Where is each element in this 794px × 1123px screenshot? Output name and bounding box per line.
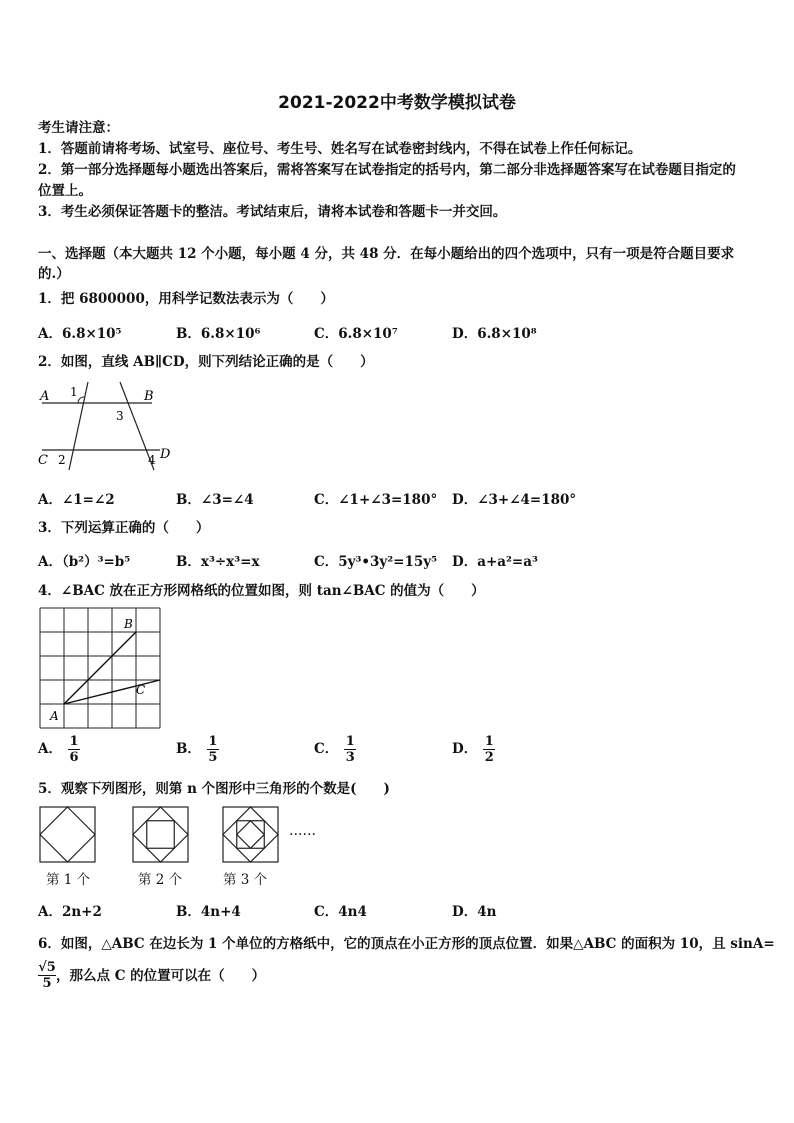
q2-parallel-lines-figure — [36, 378, 176, 474]
q4-option-a[interactable]: A． $\frac{1}{6}$ — [38, 734, 79, 765]
q4-option-d[interactable]: D． $\frac{1}{2}$ — [452, 734, 494, 765]
q1-option-a[interactable]: A．6.8×10⁵ — [38, 326, 122, 342]
q1-option-c[interactable]: C．6.8×10⁷ — [314, 326, 398, 342]
label-d: D — [160, 447, 171, 462]
label-c: C — [38, 453, 48, 468]
notice-item: 3．考生必须保证答题卡的整洁。考试结束后，请将本试卷和答题卡一并交回。 — [38, 204, 507, 220]
q5-figure-2 — [131, 805, 191, 865]
q1-stem: 1．把 6800000，用科学记数法表示为（ ） — [38, 291, 334, 307]
q3-option-c[interactable]: C．5y³•3y²=15y⁵ — [314, 554, 438, 570]
section-heading-cont: 的.） — [38, 266, 70, 282]
q1-option-b[interactable]: B．6.8×10⁶ — [176, 326, 261, 342]
q3-option-d[interactable]: D．a+a²=a³ — [452, 554, 538, 570]
q4-option-c[interactable]: C． $\frac{1}{3}$ — [314, 734, 355, 765]
q2-option-b[interactable]: B．∠3=∠4 — [176, 492, 254, 508]
q3-option-b[interactable]: B．x³÷x³=x — [176, 554, 260, 570]
q3-stem: 3．下列运算正确的（ ） — [38, 520, 210, 536]
q5-figure-3 — [221, 805, 281, 865]
q4-option-b[interactable]: B． $\frac{1}{5}$ — [176, 734, 218, 765]
notice-item: 2．第一部分选择题每小题选出答案后，需将答案写在试卷指定的括号内，第二部分非选择题答案写在试卷题目指定的 — [38, 162, 736, 178]
angle-3: 3 — [116, 409, 124, 423]
q2-option-d[interactable]: D．∠3+∠4=180° — [452, 492, 577, 508]
q2-option-c[interactable]: C．∠1+∠3=180° — [314, 492, 438, 508]
q5-caption-1: 第 1 个 — [46, 872, 91, 888]
page-title: 2021-2022中考数学模拟试卷 — [278, 93, 516, 113]
q5-option-c[interactable]: C．4n4 — [314, 904, 367, 920]
q6-stem-cont: $\frac{√5}{5}$ ，那么点 C 的位置可以在（ ） — [38, 960, 266, 991]
angle-2: 2 — [58, 453, 66, 467]
label-c: C — [136, 683, 146, 697]
ray-ab — [64, 632, 136, 704]
q6-stem: 6．如图，△ABC 在边长为 1 个单位的方格纸中，它的顶点在小正方形的顶点位置．如果△ABC 的面积为 10，且 sinA= — [38, 936, 775, 952]
angle-4: 4 — [148, 453, 156, 467]
notice-heading: 考生请注意： — [38, 120, 119, 136]
label-b: B — [144, 389, 154, 404]
label-a: A — [50, 709, 59, 723]
q5-ellipsis: …… — [289, 823, 316, 839]
q5-figure-1 — [38, 805, 98, 865]
q5-caption-2: 第 2 个 — [138, 872, 183, 888]
q2-option-a[interactable]: A．∠1=∠2 — [38, 492, 115, 508]
q2-stem: 2．如图，直线 AB∥CD，则下列结论正确的是（ ） — [38, 354, 374, 370]
label-a: A — [40, 389, 50, 404]
q5-option-a[interactable]: A．2n+2 — [38, 904, 102, 920]
q5-option-b[interactable]: B．4n+4 — [176, 904, 241, 920]
q1-option-d[interactable]: D．6.8×10⁸ — [452, 326, 537, 342]
label-b: B — [124, 617, 133, 631]
section-heading: 一、选择题（本大题共 12 个小题，每小题 4 分，共 48 分．在每小题给出的四个选项中，只有一项是符合题目要求 — [38, 246, 735, 262]
notice-item: 1．答题前请将考场、试室号、座位号、考生号、姓名写在试卷密封线内，不得在试卷上作任何标记。 — [38, 141, 642, 157]
q4-stem: 4．∠BAC 放在正方形网格纸的位置如图，则 tan∠BAC 的值为（ ） — [38, 583, 485, 599]
q3-option-a[interactable]: A．（b²）³=b⁵ — [38, 554, 131, 570]
q5-stem: 5．观察下列图形，则第 n 个图形中三角形的个数是( ) — [38, 781, 390, 797]
angle-1: 1 — [70, 385, 78, 399]
notice-item: 位置上。 — [38, 183, 92, 199]
q5-option-d[interactable]: D．4n — [452, 904, 497, 920]
q4-grid-figure — [36, 604, 162, 730]
sina-fraction: $\frac{√5}{5}$ — [38, 960, 56, 991]
q5-caption-3: 第 3 个 — [223, 872, 268, 888]
